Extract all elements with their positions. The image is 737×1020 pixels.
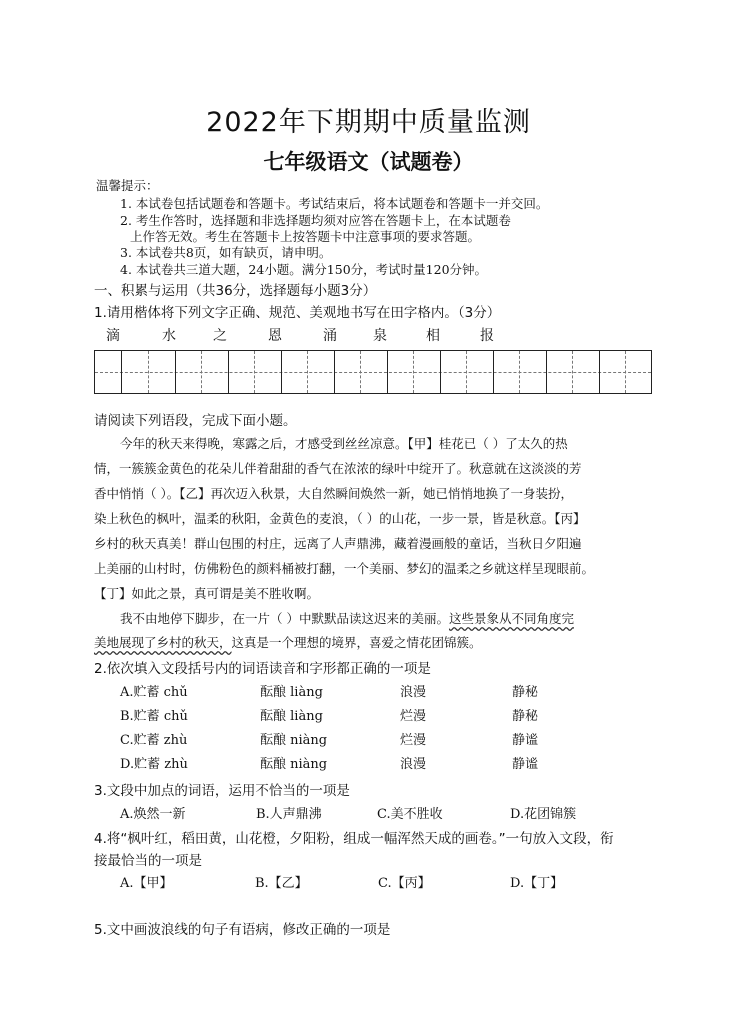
- q4-prompt-cont: 接最恰当的一项是: [94, 853, 202, 869]
- q4-option-d[interactable]: D.【丁】: [510, 876, 564, 891]
- section1-heading: 一、积累与运用（共36分，选择题每小题3分）: [94, 283, 377, 299]
- q4-prompt: 4.将“枫叶红，稻田黄，山花橙，夕阳粉，组成一幅浑然天成的画卷。”一句放入文段，衔: [94, 831, 614, 847]
- exam-subtitle: 七年级语文（试题卷）: [263, 149, 474, 174]
- exam-title: 2022年下期期中质量监测: [206, 107, 531, 138]
- q1-char: 相: [426, 328, 440, 344]
- passage-line-9-rest: 这真是一个理想的境界，喜爱之情花团锦簇。: [231, 635, 482, 650]
- passage-line: 情，一簇簇金黄色的花朵儿伴着甜甜的香气在浓浓的绿叶中绽开了。秋意就在这淡淡的芳: [94, 461, 582, 476]
- q2-option-c-word4: 静谧: [512, 733, 539, 748]
- notice-item-2-cont: 上作答无效。考生在答题卡上按答题卡中注意事项的要求答题。: [130, 229, 481, 244]
- q3-option-c[interactable]: C.美不胜收: [377, 807, 443, 822]
- q2-option-a[interactable]: A.贮蓄 chǔ: [120, 685, 188, 700]
- passage-line: [94, 633, 482, 651]
- q2-option-d-word2: 酝酿 niàng: [260, 757, 328, 772]
- q4-option-c[interactable]: C.【丙】: [378, 876, 431, 891]
- notice-item-3: 3. 本试卷共8页，如有缺页，请申明。: [120, 245, 332, 260]
- q2-option-d-word3: 浪漫: [400, 757, 427, 772]
- passage-line: 今年的秋天来得晚，寒露之后，才感受到丝丝凉意。【甲】桂花已（ ）了太久的热: [120, 436, 568, 451]
- passage-line: 染上秋色的枫叶，温柔的秋阳，金黄色的麦浪，（ ）的山花，一步一景，皆是秋意。【丙】: [94, 511, 586, 526]
- q1-char: 涌: [323, 328, 337, 344]
- passage-intro: 请阅读下列语段，完成下面小题。: [94, 413, 297, 429]
- passage-line: 【丁】如此之景，真可谓是美不胜收啊。: [94, 586, 320, 601]
- grid-midline: [95, 372, 651, 373]
- q2-option-c-word2: 酝酿 niàng: [260, 733, 328, 748]
- notice-item-2: 2. 考生作答时，选择题和非选择题均须对应答在答题卡上，在本试题卷: [120, 213, 511, 228]
- passage-line-8-start: 我不由地停下脚步，在一片（ ）中默默品读这迟来的美丽。: [120, 611, 449, 626]
- tianzige-grid[interactable]: [94, 350, 652, 394]
- q1-char: 水: [162, 328, 176, 344]
- passage-line: 乡村的秋天真美！群山包围的村庄，远离了人声鼎沸，藏着漫画般的童话，当秋日夕阳遍: [94, 536, 582, 551]
- q1-prompt: 1.请用楷体将下列文字正确、规范、美观地书写在田字格内。（3分）: [94, 305, 501, 321]
- q2-option-a-word4: 静秘: [512, 685, 539, 700]
- passage-line: 香中悄悄（ ）。【乙】再次迈入秋景，大自然瞬间焕然一新，她已悄悄地换了一身装扮，: [94, 486, 573, 501]
- q3-option-a[interactable]: A.焕然一新: [120, 807, 186, 822]
- q2-option-a-word2: 酝酿 liàng: [260, 685, 323, 700]
- q1-char: 滴: [106, 328, 120, 344]
- q2-option-b-word3: 烂漫: [400, 709, 427, 724]
- q2-option-a-word3: 浪漫: [400, 685, 427, 700]
- wavy-sentence-part-2: 美地展现了乡村的秋天，: [94, 635, 232, 650]
- passage-line: [120, 609, 574, 627]
- q4-option-b[interactable]: B.【乙】: [255, 876, 308, 891]
- q2-option-b[interactable]: B.贮蓄 chǔ: [120, 709, 188, 724]
- passage-line: 上美丽的山村时，仿佛粉色的颜料桶被打翻，一个美丽、梦幻的温柔之乡就这样呈现眼前。: [94, 561, 595, 576]
- wavy-sentence-part-1: 这些景象从不同角度完: [448, 611, 574, 626]
- notice-item-4: 4. 本试卷共三道大题，24小题。满分150分，考试时量120分钟。: [120, 262, 488, 277]
- q2-option-d[interactable]: D.贮蓄 zhù: [120, 757, 188, 772]
- q5-prompt: 5.文中画波浪线的句子有语病，修改正确的一项是: [94, 922, 391, 938]
- q2-option-d-word4: 静谧: [512, 757, 539, 772]
- q2-prompt: 2.依次填入文段括号内的词语读音和字形都正确的一项是: [94, 661, 431, 677]
- q3-prompt: 3.文段中加点的词语，运用不恰当的一项是: [94, 783, 350, 799]
- q2-option-b-word2: 酝酿 liàng: [260, 709, 323, 724]
- q1-char: 泉: [373, 328, 387, 344]
- q2-option-c[interactable]: C.贮蓄 zhù: [120, 733, 188, 748]
- q1-char: 恩: [268, 328, 282, 344]
- q2-option-b-word4: 静秘: [512, 709, 539, 724]
- notice-label: 温馨提示：: [96, 178, 159, 193]
- q1-char: 报: [480, 328, 494, 344]
- q4-option-a[interactable]: A.【甲】: [120, 876, 173, 891]
- q1-char: 之: [213, 328, 227, 344]
- q2-option-c-word3: 烂漫: [400, 733, 427, 748]
- q1-characters: [0, 325, 737, 345]
- notice-item-1: 1. 本试卷包括试题卷和答题卡。考试结束后，将本试题卷和答题卡一并交回。: [120, 196, 549, 211]
- q3-option-b[interactable]: B.人声鼎沸: [256, 807, 322, 822]
- q3-option-d[interactable]: D.花团锦簇: [510, 807, 577, 822]
